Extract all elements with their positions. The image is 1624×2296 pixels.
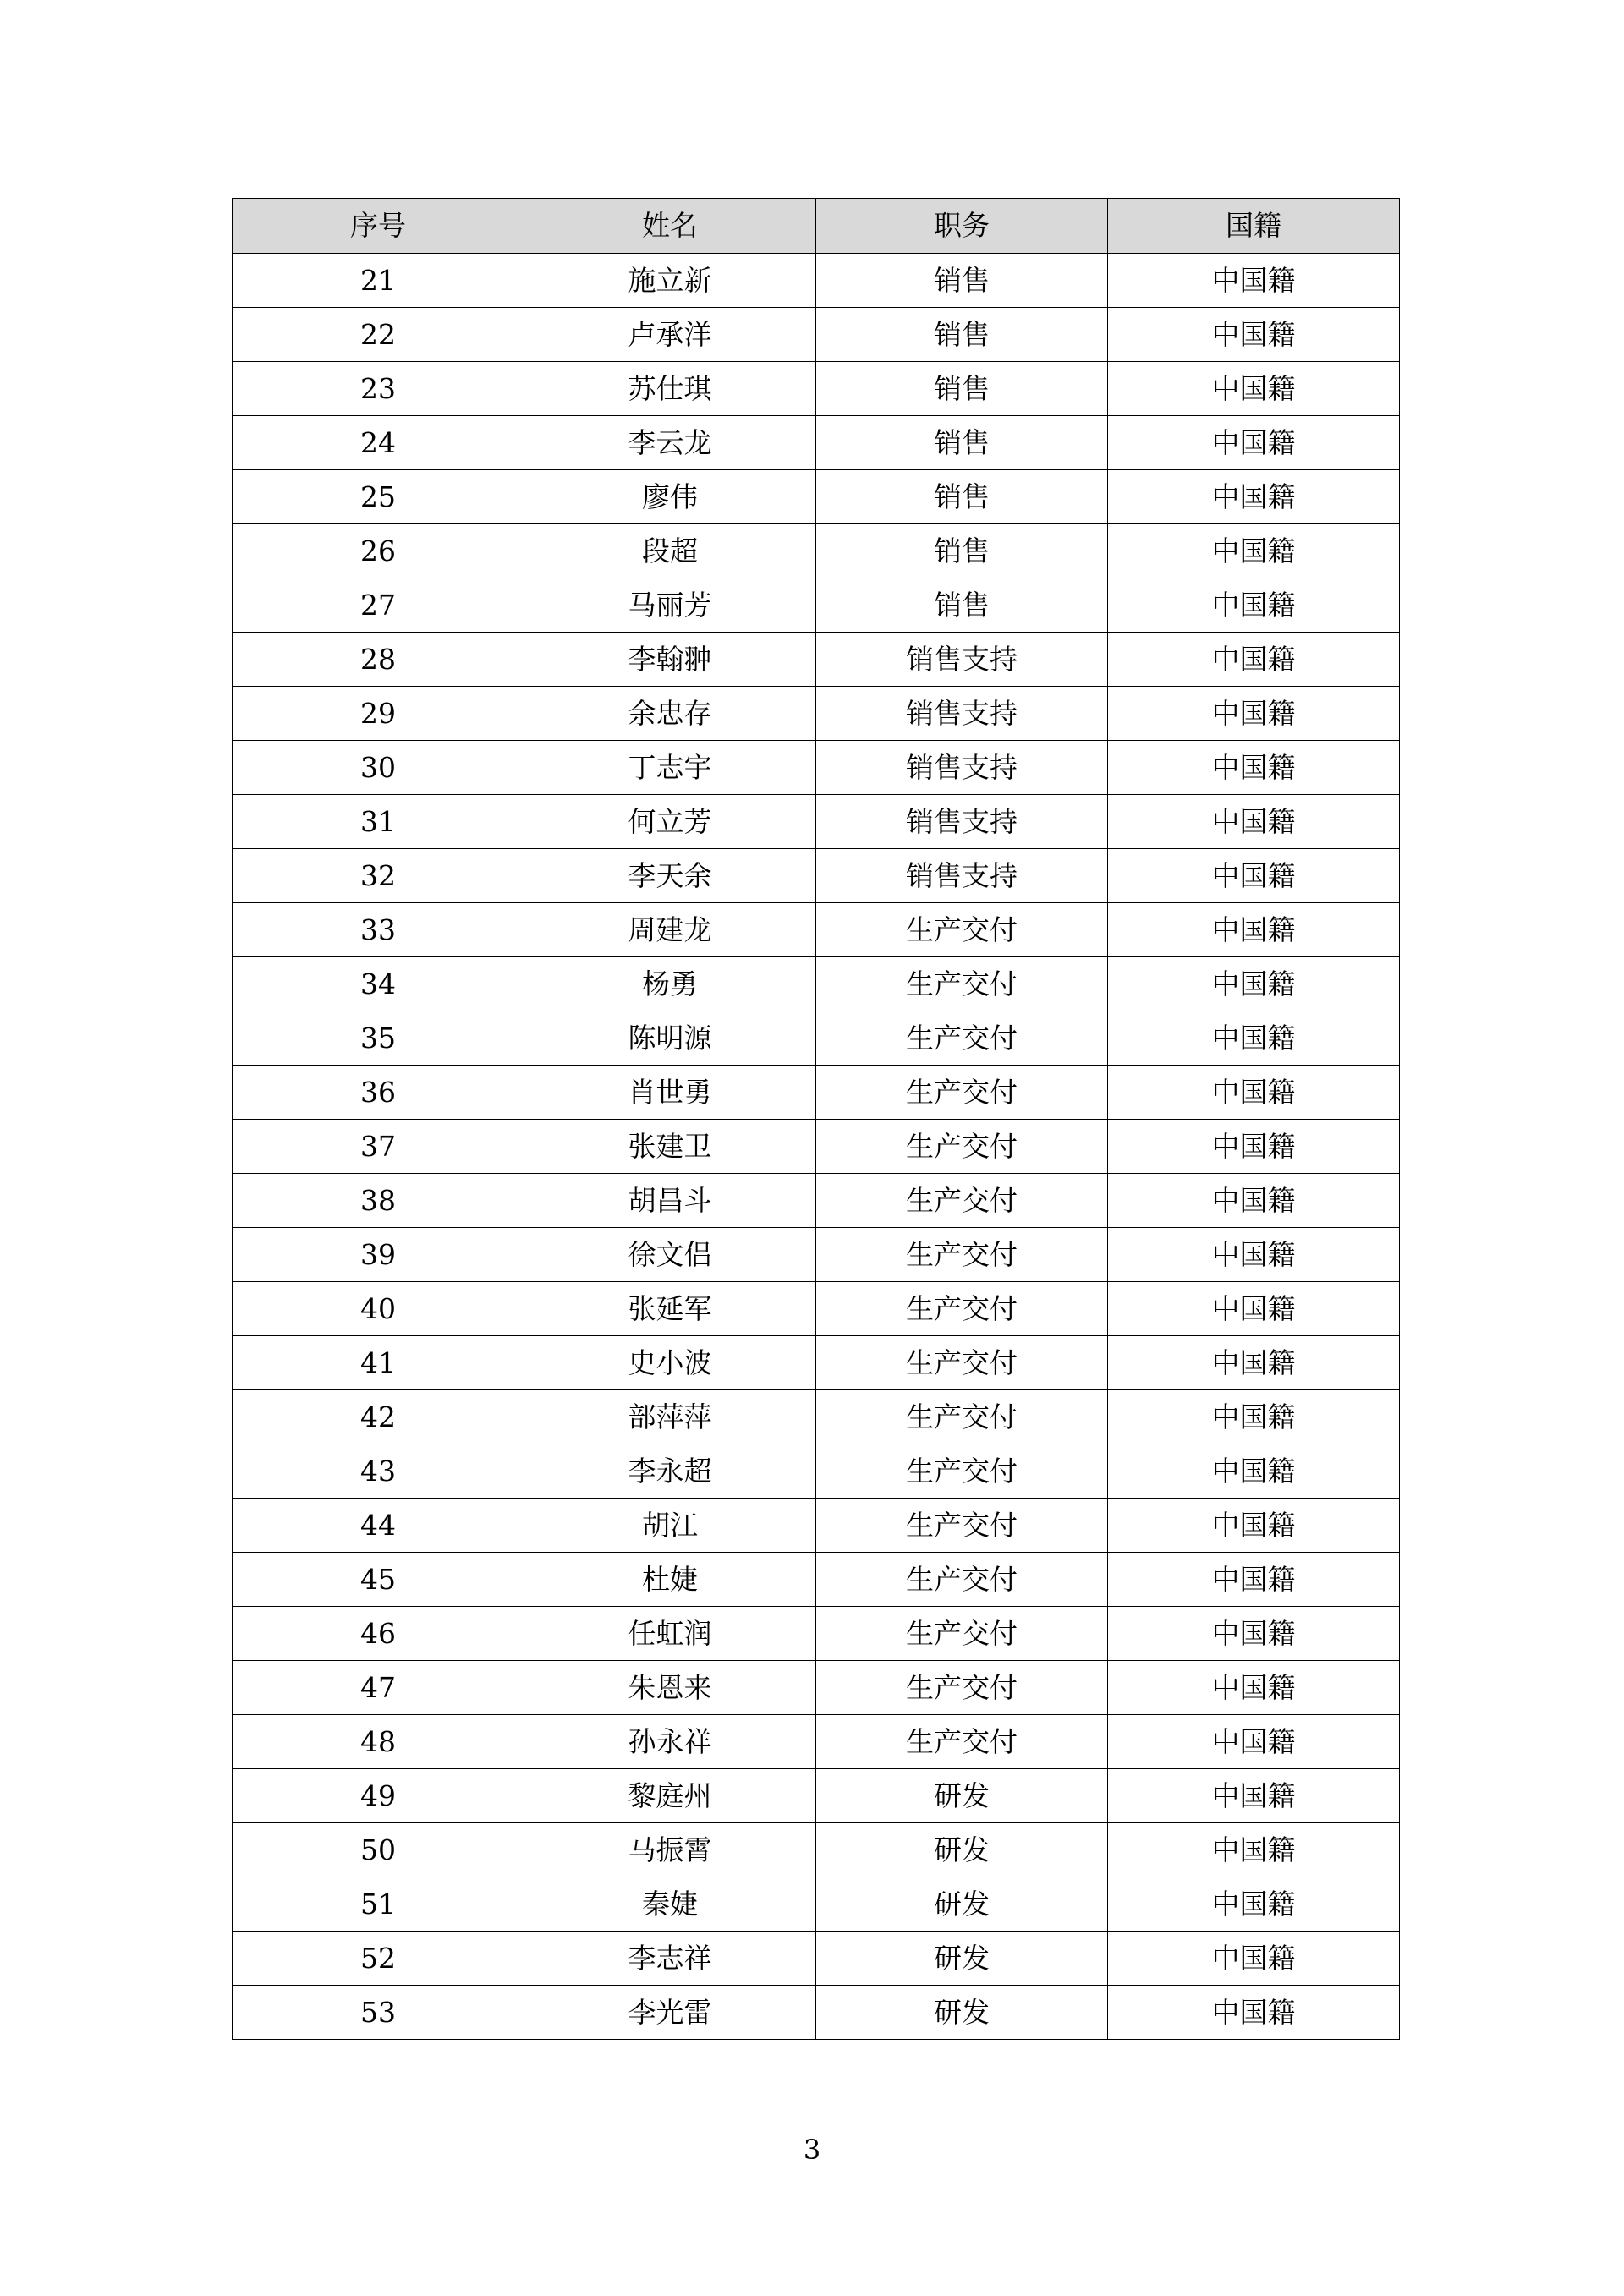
- cell-position: 生产交付: [816, 1011, 1108, 1066]
- cell-nationality: 中国籍: [1108, 795, 1400, 849]
- table-row: [233, 1282, 1400, 1336]
- table-row: [233, 254, 1400, 308]
- cell-index: 30: [233, 741, 524, 795]
- cell-position: 生产交付: [816, 1174, 1108, 1228]
- cell-position: 研发: [816, 1877, 1108, 1932]
- cell-position: 销售: [816, 362, 1108, 416]
- table-row: [233, 1715, 1400, 1769]
- cell-position: 销售: [816, 578, 1108, 633]
- cell-index: 48: [233, 1715, 524, 1769]
- personnel-table: [232, 198, 1400, 2040]
- header-index: 序号: [233, 199, 524, 254]
- cell-position: 销售支持: [816, 633, 1108, 687]
- cell-nationality: 中国籍: [1108, 578, 1400, 633]
- table-row: [233, 1607, 1400, 1661]
- cell-index: 26: [233, 524, 524, 578]
- cell-position: 销售支持: [816, 849, 1108, 903]
- cell-nationality: 中国籍: [1108, 1932, 1400, 1986]
- cell-index: 51: [233, 1877, 524, 1932]
- header-row: [233, 199, 1400, 254]
- cell-nationality: 中国籍: [1108, 470, 1400, 524]
- table-row: [233, 470, 1400, 524]
- header-position: 职务: [816, 199, 1108, 254]
- cell-nationality: 中国籍: [1108, 1444, 1400, 1499]
- cell-position: 销售支持: [816, 687, 1108, 741]
- cell-name: 李翰翀: [524, 633, 816, 687]
- cell-index: 32: [233, 849, 524, 903]
- table-row: [233, 1932, 1400, 1986]
- cell-nationality: 中国籍: [1108, 1553, 1400, 1607]
- cell-index: 22: [233, 308, 524, 362]
- cell-name: 张建卫: [524, 1120, 816, 1174]
- table-row: [233, 362, 1400, 416]
- cell-position: 销售支持: [816, 741, 1108, 795]
- cell-position: 研发: [816, 1986, 1108, 2040]
- cell-nationality: 中国籍: [1108, 362, 1400, 416]
- cell-name: 陈明源: [524, 1011, 816, 1066]
- cell-nationality: 中国籍: [1108, 1174, 1400, 1228]
- cell-nationality: 中国籍: [1108, 687, 1400, 741]
- cell-name: 徐文侣: [524, 1228, 816, 1282]
- table-header: [233, 199, 1400, 254]
- cell-position: 销售: [816, 308, 1108, 362]
- cell-index: 28: [233, 633, 524, 687]
- cell-position: 销售: [816, 524, 1108, 578]
- cell-name: 部萍萍: [524, 1390, 816, 1444]
- cell-name: 肖世勇: [524, 1066, 816, 1120]
- cell-index: 39: [233, 1228, 524, 1282]
- cell-nationality: 中国籍: [1108, 741, 1400, 795]
- cell-name: 李志祥: [524, 1932, 816, 1986]
- cell-index: 36: [233, 1066, 524, 1120]
- table-row: [233, 1661, 1400, 1715]
- cell-index: 40: [233, 1282, 524, 1336]
- cell-name: 杨勇: [524, 957, 816, 1011]
- cell-name: 朱恩来: [524, 1661, 816, 1715]
- cell-name: 施立新: [524, 254, 816, 308]
- cell-name: 胡江: [524, 1499, 816, 1553]
- table-row: [233, 416, 1400, 470]
- table-row: [233, 308, 1400, 362]
- cell-name: 秦婕: [524, 1877, 816, 1932]
- table-row: [233, 1769, 1400, 1823]
- cell-nationality: 中国籍: [1108, 1877, 1400, 1932]
- cell-position: 生产交付: [816, 1120, 1108, 1174]
- cell-name: 何立芳: [524, 795, 816, 849]
- cell-index: 52: [233, 1932, 524, 1986]
- cell-name: 周建龙: [524, 903, 816, 957]
- table-row: [233, 1174, 1400, 1228]
- cell-index: 50: [233, 1823, 524, 1877]
- cell-position: 销售: [816, 470, 1108, 524]
- cell-nationality: 中国籍: [1108, 254, 1400, 308]
- table-row: [233, 1553, 1400, 1607]
- cell-name: 李天余: [524, 849, 816, 903]
- cell-nationality: 中国籍: [1108, 1715, 1400, 1769]
- cell-nationality: 中国籍: [1108, 1769, 1400, 1823]
- cell-index: 47: [233, 1661, 524, 1715]
- cell-position: 研发: [816, 1932, 1108, 1986]
- cell-name: 杜婕: [524, 1553, 816, 1607]
- cell-index: 45: [233, 1553, 524, 1607]
- cell-index: 53: [233, 1986, 524, 2040]
- cell-name: 任虹润: [524, 1607, 816, 1661]
- cell-position: 生产交付: [816, 1390, 1108, 1444]
- table-row: [233, 578, 1400, 633]
- table-row: [233, 1986, 1400, 2040]
- cell-nationality: 中国籍: [1108, 1823, 1400, 1877]
- cell-nationality: 中国籍: [1108, 524, 1400, 578]
- cell-nationality: 中国籍: [1108, 1499, 1400, 1553]
- header-nationality: 国籍: [1108, 199, 1400, 254]
- cell-index: 23: [233, 362, 524, 416]
- table-row: [233, 1228, 1400, 1282]
- header-name: 姓名: [524, 199, 816, 254]
- table-row: [233, 741, 1400, 795]
- cell-name: 马丽芳: [524, 578, 816, 633]
- cell-position: 生产交付: [816, 1228, 1108, 1282]
- table-row: [233, 1011, 1400, 1066]
- cell-name: 段超: [524, 524, 816, 578]
- cell-name: 史小波: [524, 1336, 816, 1390]
- table-row: [233, 1390, 1400, 1444]
- table-row: [233, 1823, 1400, 1877]
- table-row: [233, 633, 1400, 687]
- cell-position: 生产交付: [816, 1715, 1108, 1769]
- cell-nationality: 中国籍: [1108, 633, 1400, 687]
- table-row: [233, 1877, 1400, 1932]
- cell-nationality: 中国籍: [1108, 1390, 1400, 1444]
- cell-index: 37: [233, 1120, 524, 1174]
- cell-nationality: 中国籍: [1108, 1336, 1400, 1390]
- cell-position: 生产交付: [816, 1282, 1108, 1336]
- cell-index: 25: [233, 470, 524, 524]
- table-row: [233, 687, 1400, 741]
- cell-index: 21: [233, 254, 524, 308]
- table-row: [233, 1499, 1400, 1553]
- cell-index: 35: [233, 1011, 524, 1066]
- cell-name: 张延军: [524, 1282, 816, 1336]
- cell-position: 生产交付: [816, 1499, 1108, 1553]
- cell-nationality: 中国籍: [1108, 1011, 1400, 1066]
- cell-index: 49: [233, 1769, 524, 1823]
- table-row: [233, 524, 1400, 578]
- cell-name: 李云龙: [524, 416, 816, 470]
- cell-nationality: 中国籍: [1108, 957, 1400, 1011]
- cell-name: 丁志宇: [524, 741, 816, 795]
- cell-name: 胡昌斗: [524, 1174, 816, 1228]
- cell-position: 销售: [816, 416, 1108, 470]
- table-row: [233, 957, 1400, 1011]
- cell-name: 苏仕琪: [524, 362, 816, 416]
- cell-position: 研发: [816, 1823, 1108, 1877]
- cell-index: 43: [233, 1444, 524, 1499]
- table-row: [233, 1444, 1400, 1499]
- cell-position: 研发: [816, 1769, 1108, 1823]
- cell-index: 27: [233, 578, 524, 633]
- cell-position: 生产交付: [816, 1336, 1108, 1390]
- cell-nationality: 中国籍: [1108, 903, 1400, 957]
- table-row: [233, 1066, 1400, 1120]
- cell-nationality: 中国籍: [1108, 308, 1400, 362]
- cell-name: 余忠存: [524, 687, 816, 741]
- cell-nationality: 中国籍: [1108, 1607, 1400, 1661]
- table-row: [233, 903, 1400, 957]
- cell-position: 生产交付: [816, 957, 1108, 1011]
- cell-name: 卢承洋: [524, 308, 816, 362]
- table-row: [233, 849, 1400, 903]
- page-number: 3: [803, 2134, 821, 2166]
- cell-index: 46: [233, 1607, 524, 1661]
- cell-position: 生产交付: [816, 1661, 1108, 1715]
- cell-index: 44: [233, 1499, 524, 1553]
- cell-position: 生产交付: [816, 1553, 1108, 1607]
- cell-index: 24: [233, 416, 524, 470]
- cell-nationality: 中国籍: [1108, 849, 1400, 903]
- table-row: [233, 1336, 1400, 1390]
- cell-position: 生产交付: [816, 1607, 1108, 1661]
- cell-name: 孙永祥: [524, 1715, 816, 1769]
- cell-name: 马振霄: [524, 1823, 816, 1877]
- cell-name: 廖伟: [524, 470, 816, 524]
- cell-nationality: 中国籍: [1108, 1228, 1400, 1282]
- table-body: [233, 254, 1400, 2040]
- cell-nationality: 中国籍: [1108, 1120, 1400, 1174]
- cell-index: 42: [233, 1390, 524, 1444]
- cell-index: 38: [233, 1174, 524, 1228]
- cell-index: 34: [233, 957, 524, 1011]
- cell-nationality: 中国籍: [1108, 1282, 1400, 1336]
- cell-position: 生产交付: [816, 1066, 1108, 1120]
- table-row: [233, 1120, 1400, 1174]
- cell-index: 31: [233, 795, 524, 849]
- table-row: [233, 795, 1400, 849]
- cell-position: 销售支持: [816, 795, 1108, 849]
- cell-name: 李光雷: [524, 1986, 816, 2040]
- cell-name: 李永超: [524, 1444, 816, 1499]
- cell-index: 33: [233, 903, 524, 957]
- cell-position: 销售: [816, 254, 1108, 308]
- cell-nationality: 中国籍: [1108, 1066, 1400, 1120]
- cell-index: 41: [233, 1336, 524, 1390]
- cell-position: 生产交付: [816, 903, 1108, 957]
- cell-position: 生产交付: [816, 1444, 1108, 1499]
- cell-nationality: 中国籍: [1108, 1986, 1400, 2040]
- cell-index: 29: [233, 687, 524, 741]
- cell-nationality: 中国籍: [1108, 416, 1400, 470]
- cell-name: 黎庭州: [524, 1769, 816, 1823]
- cell-nationality: 中国籍: [1108, 1661, 1400, 1715]
